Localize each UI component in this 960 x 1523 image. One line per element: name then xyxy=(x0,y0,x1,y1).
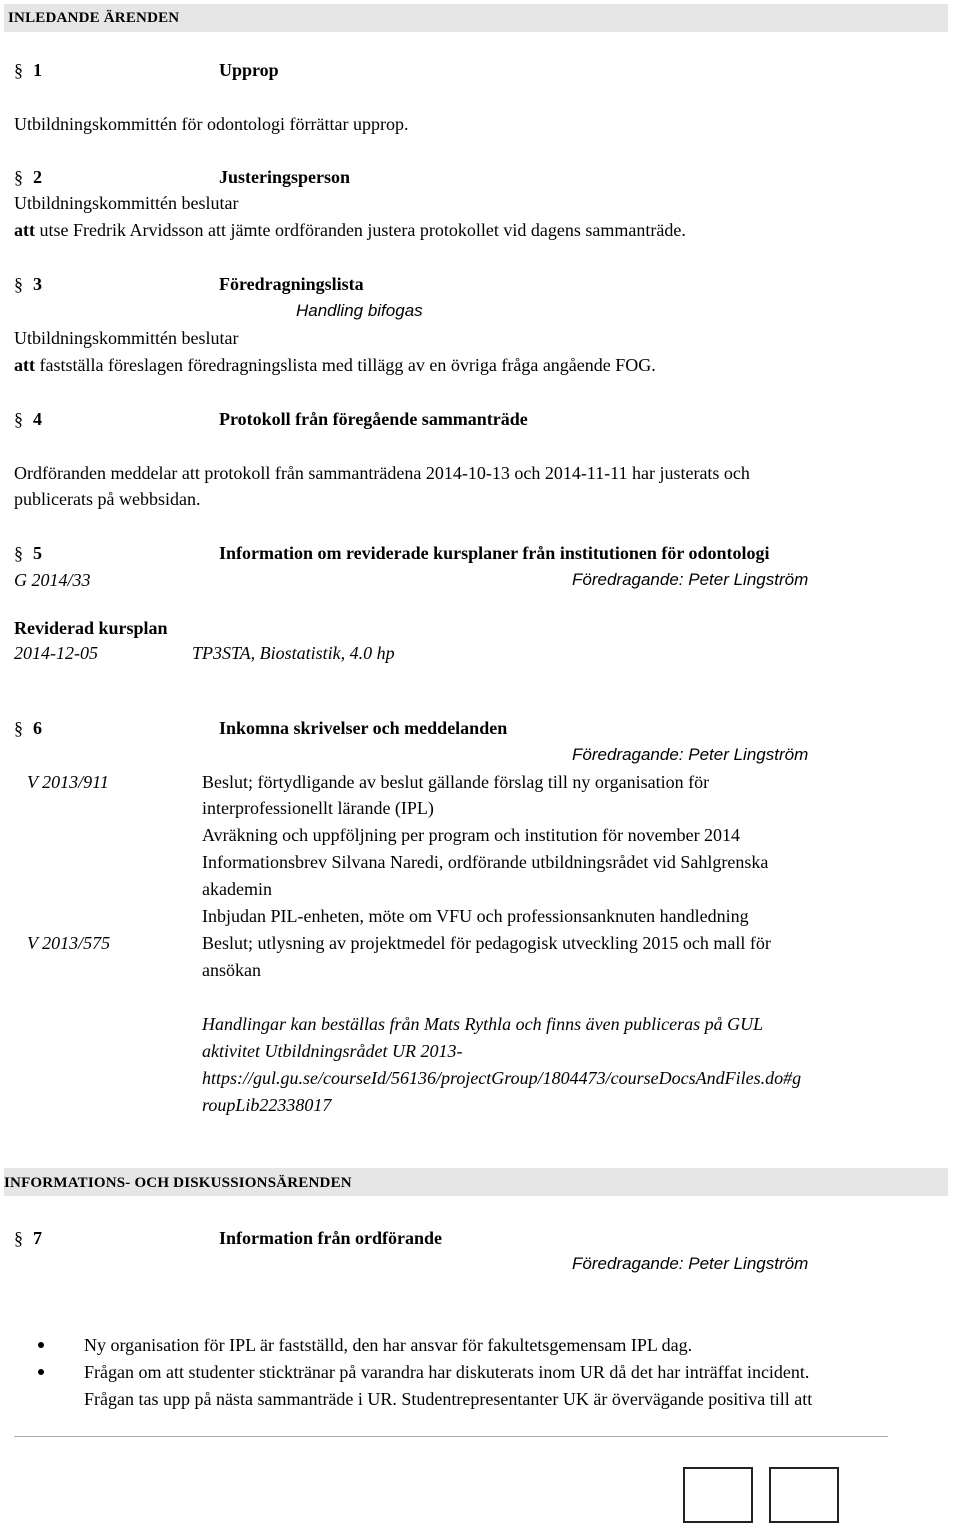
item-6-line-8: ansökan xyxy=(202,960,261,980)
footer-divider xyxy=(14,1436,888,1437)
item-6-line-1: Beslut; förtydligande av beslut gällande förslag till ny organisation för xyxy=(202,772,710,792)
section-title-inledande: INLEDANDE ÄRENDEN xyxy=(8,10,180,26)
item-4-text-line-1: Ordföranden meddelar att protokoll från sammanträdena 2014-10-13 och 2014-11-11 har justerats och xyxy=(14,463,750,483)
item-3-title: Föredragningslista xyxy=(219,274,364,294)
bullet-marker xyxy=(38,1342,44,1348)
section-title-informations: INFORMATIONS- OCH DISKUSSIONSÄRENDEN xyxy=(4,1175,352,1191)
item-5-ref: G 2014/33 xyxy=(14,570,91,590)
item-6-note-url-line-2: roupLib22338017 xyxy=(202,1095,332,1115)
item-6-line-7: Beslut; utlysning av projektmedel för pedagogisk utveckling 2015 och mall för xyxy=(202,933,771,953)
item-5-presenter: Föredragande: Peter Lingström xyxy=(572,570,809,589)
item-5-date: 2014-12-05 xyxy=(14,643,98,663)
item-7-title: Information från ordförande xyxy=(219,1228,442,1248)
item-7-presenter: Föredragande: Peter Lingström xyxy=(572,1254,809,1273)
item-4-text-line-2: publicerats på webbsidan. xyxy=(14,489,201,509)
item-5-title: Information om reviderade kursplaner från institutionen för odontologi xyxy=(219,543,770,563)
item-6-line-3: Avräkning och uppföljning per program och institution för november 2014 xyxy=(202,825,741,845)
signature-box-left xyxy=(683,1467,753,1523)
item-6-number: § 6 xyxy=(14,718,42,738)
item-7-bullet-2: Frågan om att studenter sticktränar på varandra har diskuterats inom UR då det har inträffat incident. xyxy=(84,1362,810,1382)
item-1-number: § 1 xyxy=(14,60,42,80)
item-6-line-4: Informationsbrev Silvana Naredi, ordförande utbildningsrådet vid Sahlgrenska xyxy=(202,852,769,872)
item-6-line-6: Inbjudan PIL-enheten, möte om VFU och professionsanknuten handledning xyxy=(202,906,749,926)
item-2-title: Justeringsperson xyxy=(219,167,351,187)
item-4-number: § 4 xyxy=(14,409,42,429)
item-3-att-line: att fastställa föreslagen föredragningslista med tillägg av en övriga fråga angående FOG. xyxy=(14,355,656,375)
item-2-decision: Utbildningskommittén beslutar xyxy=(14,193,239,213)
item-6-title: Inkomna skrivelser och meddelanden xyxy=(219,718,508,738)
item-5-course: TP3STA, Biostatistik, 4.0 hp xyxy=(192,643,395,663)
item-3-decision: Utbildningskommittén beslutar xyxy=(14,328,239,348)
item-1-text: Utbildningskommittén för odontologi förrättar upprop. xyxy=(14,114,409,134)
item-6-note-line-1: Handlingar kan beställas från Mats Rythla och finns även publiceras på GUL xyxy=(202,1014,764,1034)
item-7-number: § 7 xyxy=(14,1228,42,1248)
item-6-note-line-2: aktivitet Utbildningsrådet UR 2013- xyxy=(202,1041,463,1061)
item-3-note: Handling bifogas xyxy=(296,301,423,320)
item-1-title: Upprop xyxy=(219,60,279,80)
item-7-bullet-1: Ny organisation för IPL är fastställd, den har ansvar för fakultetsgemensam IPL dag. xyxy=(84,1335,693,1355)
item-2-att-line: att utse Fredrik Arvidsson att jämte ordföranden justera protokollet vid dagens sammanträde. xyxy=(14,220,686,240)
item-3-number: § 3 xyxy=(14,274,42,294)
item-6-note-url-line-1: https://gul.gu.se/courseId/56136/projectGroup/1804473/courseDocsAndFiles.do#g xyxy=(202,1068,802,1088)
item-5-number: § 5 xyxy=(14,543,42,563)
item-6-ref-1: V 2013/911 xyxy=(27,772,109,792)
item-6-line-2: interprofessionellt lärande (IPL) xyxy=(202,798,434,818)
item-7-bullet-2-continued: Frågan tas upp på nästa sammanträde i UR. Studentrepresentanter UK är övervägande positiva till att xyxy=(84,1389,813,1409)
signature-box-right xyxy=(769,1467,839,1523)
item-4-title: Protokoll från föregående sammanträde xyxy=(219,409,528,429)
item-6-ref-2: V 2013/575 xyxy=(27,933,111,953)
item-5-subheading: Reviderad kursplan xyxy=(14,618,168,638)
item-6-line-5: akademin xyxy=(202,879,272,899)
bullet-marker xyxy=(38,1369,44,1375)
item-2-number: § 2 xyxy=(14,167,42,187)
item-6-presenter: Föredragande: Peter Lingström xyxy=(572,745,809,764)
